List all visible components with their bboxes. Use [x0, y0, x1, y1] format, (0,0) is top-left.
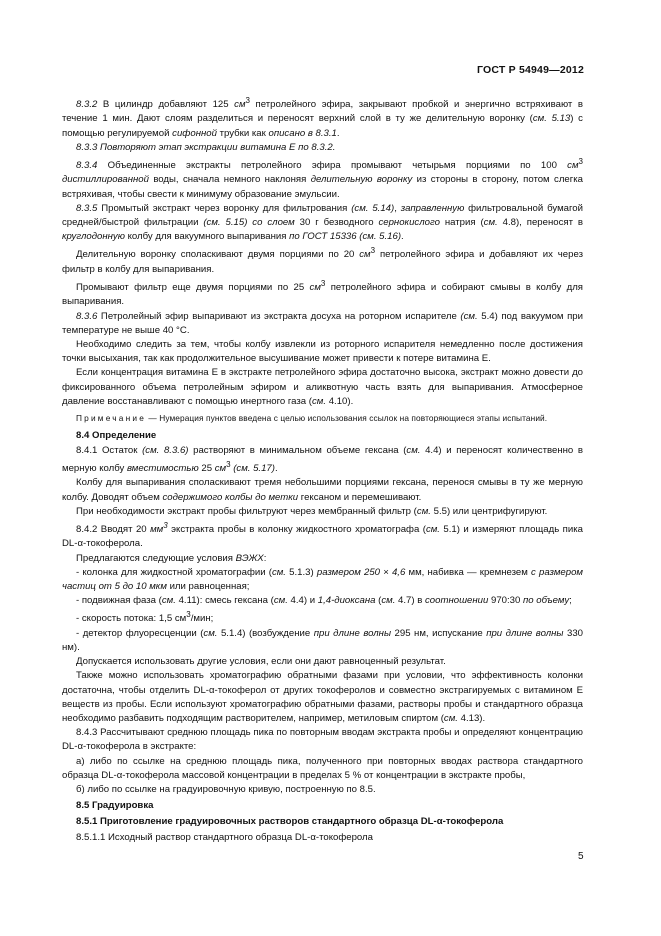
note-label: Примечание — [76, 413, 147, 424]
list-item-mobile-phase: - подвижная фаза (см. 4.11): смесь гексана (см. 4.4) и 1,4-диоксана (см. 4.7) в соотношении 970:30 по объему; — [76, 595, 572, 607]
para-8-3-4: 8.3.4 Объединенные экстракты петролейного эфира промывают четырьмя порциями по 100 $см^3$ дистиллированной воды, сначала немного наклоняя делительную воронку из стороны в сторону, потом слегка встряхивая, чтобы свести к минимуму образование эмульсии. — [62, 157, 583, 200]
section-heading-8-4: 8.4 Определение — [76, 429, 157, 441]
document-body — [62, 94, 583, 845]
para-concentration: Если концентрация витамина Е в экстракте петролейного эфира достаточно высока, экстракт можно довести до фиксированного объема петролейным эфиром и аликвотную часть взять для выпаривания. Атмосферное давление восстанавливают с помощью инертного газа (см. 4.10). — [62, 367, 583, 407]
para-8-3-5: 8.3.5 Промытый экстракт через воронку для фильтрования (см. 5.14), заправленную фильтровальной бумагой средней/быстрой фильтрации (см. 5.15) со слоем 30 г безводного сернокислого натрия (см. 4.8), переносят в круглодонную колбу для вакуумного выпаривания по ГОСТ 15336 (см. 5.16). — [62, 202, 584, 243]
para-reverse-phase: Также можно использовать хроматографию обратными фазами при условии, что эффективность колонки достаточна, чтобы отделить DL-α-токоферол от других токоферолов и совместно экстрагируемых с витамином Е веществ из пробы. Если используют хроматографию обратными фазами, растворы пробы и стандартного образца необходимо разбавить подходящим растворителем, например, метиловым спиртом (см. 4.13). — [62, 670, 583, 724]
para-drying-warning: Необходимо следить за тем, чтобы колбу извлекли из роторного испарителя немедленно после достижения точки высыхания, так как продолжительное высушивание может привести к потере витамина Е. — [62, 339, 583, 365]
para-other-conditions: Допускается использовать другие условия, если они дают равноценный результат. — [76, 656, 446, 668]
para-8-4-3: 8.4.3 Рассчитывают среднюю площадь пика по повторным вводам экстракта пробы и определяют концентрацию DL-α-токоферола в экстракте: — [62, 727, 583, 753]
para-hplc-conditions: Предлагаются следующие условия ВЭЖХ: — [76, 552, 267, 564]
para-flask-rinse: Колбу для выпаривания споласкивают тремя небольшими порциями гексана, перенося смывы в ту же мерную колбу. Доводят объем содержимого колбы до метки гексаном и перемешивают. — [62, 477, 583, 503]
para-8-5-1-1: 8.5.1.1 Исходный раствор стандартного образца DL-α-токоферола — [76, 831, 373, 843]
para-8-4-2: 8.4.2 Вводят 20 $мм^3$ экстракта пробы в колонку жидкостного хроматографа (см. 5.1) и измеряют площадь пика DL-α-токоферола. — [62, 520, 583, 550]
para-8-3-6: 8.3.6 Петролейный эфир выпаривают из экстракта досуха на роторном испарителе (см. 5.4) под вакуумом при температуре не выше 40 °С. — [62, 310, 583, 336]
note-text: — Нумерация пунктов введена с целью использования ссылок на повторяющиеся этапы испытаний. — [146, 413, 548, 424]
document-header: ГОСТ Р 54949—2012 — [476, 64, 584, 76]
note — [62, 412, 583, 425]
para-filter-rinse: Промывают фильтр еще двумя порциями по 25 $см^3$ петролейного эфира и собирают смывы в колбу для выпаривания. — [62, 279, 583, 308]
section-heading-8-5: 8.5 Градуировка — [76, 800, 154, 812]
list-item-flow-rate: - скорость потока: 1,5 $см^3$/мин; — [76, 610, 214, 625]
para-8-4-1: 8.4.1 Остаток (см. 8.3.6) растворяют в минимальном объеме гексана (см. 4.4) и переносят количественно в мерную колбу вместимостью 25 $см^3$ (см. 5.17). — [62, 444, 583, 475]
para-funnel-rinse: Делительную воронку споласкивают двумя порциями по 20 $см^3$ петролейного эфира и добавляют их через фильтр в колбу для выпаривания. — [62, 246, 583, 275]
para-filtering: При необходимости экстракт пробы фильтруют через мембранный фильтр (см. 5.5) или центрифугируют. — [76, 505, 548, 517]
section-heading-8-5-1: 8.5.1 Приготовление градуировочных растворов стандартного образца DL-α-токоферола — [76, 816, 504, 828]
para-8-3-2: 8.3.2 В цилиндр добавляют 125 $см^3$ петролейного эфира, закрывают пробкой и энергично встряхивают в течение 1 мин. Дают слоям разделиться и переносят верхний слой в ту же делительную воронку (см. 5.13) с помощью регулируемой сифонной трубки как описано в 8.3.1. — [62, 96, 583, 139]
list-item-a: а) либо по ссылке на среднюю площадь пика, полученного при повторных вводах раствора стандартного образца DL-α-токоферола массовой концентрации в пределах 5 % от концентрации в экстракте пробы, — [62, 755, 583, 781]
page-number: 5 — [578, 851, 584, 862]
list-item-column: - колонка для жидкостной хроматографии (см. 5.1.3) размером 250 × 4,6 мм, набивка — кремнезем с размером частиц от 5 до 10 мкм или равноценная; — [62, 566, 583, 592]
para-8-3-3: 8.3.3 Повторяют этап экстракции витамина Е по 8.3.2. — [76, 141, 336, 153]
list-item-b: б) либо по ссылке на градуировочную кривую, построенную по 8.5. — [76, 783, 376, 795]
list-item-detector: - детектор флуоресценции (см. 5.1.4) (возбуждение при длине волны 295 нм, испускание при длине волны 330 нм). — [62, 627, 583, 653]
